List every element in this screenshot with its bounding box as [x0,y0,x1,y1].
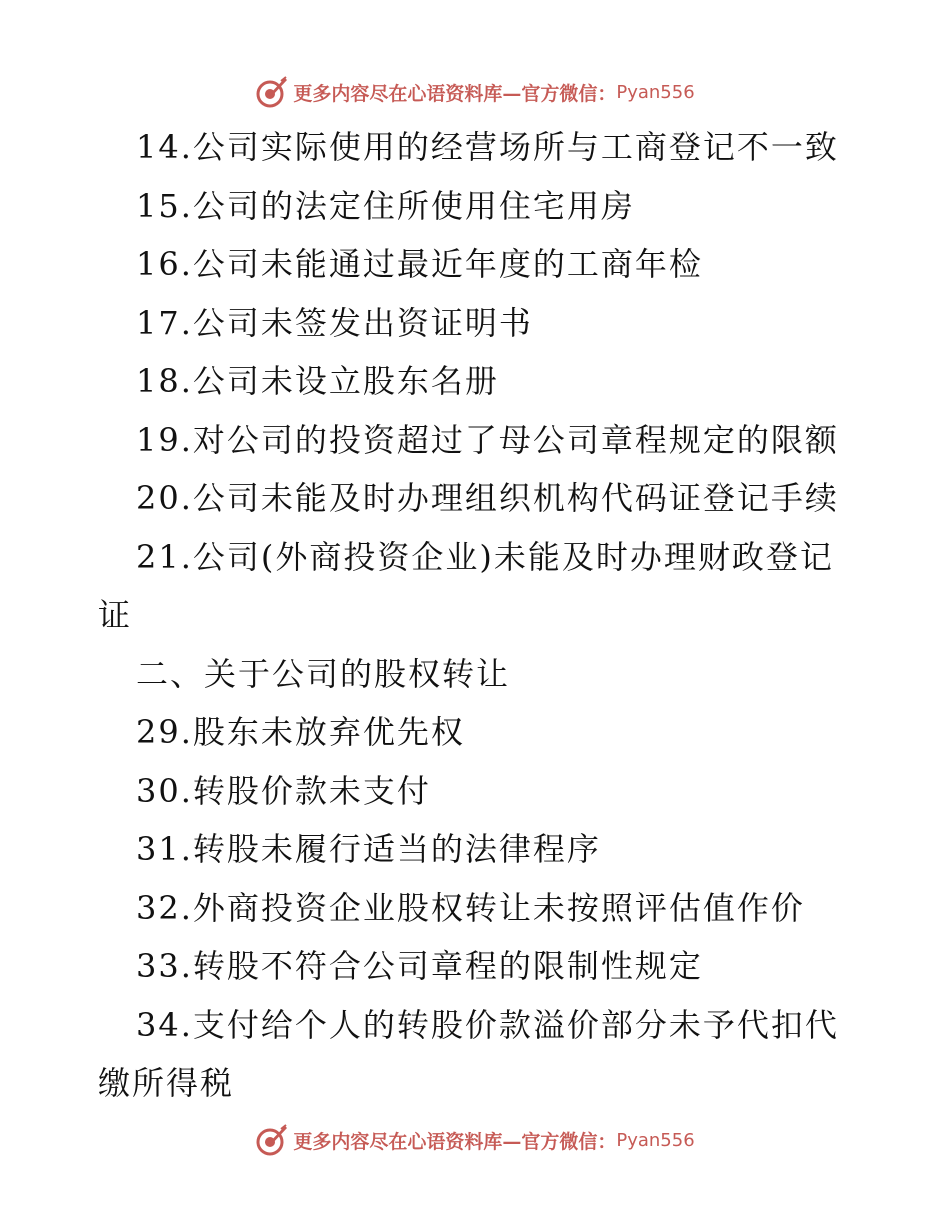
list-item: 19.对公司的投资超过了母公司章程规定的限额 [136,420,839,459]
watermark-contact: Pyan556 [616,1129,695,1151]
list-item: 31.转股未履行适当的法律程序 [136,830,601,868]
list-item: 21.公司(外商投资企业)未能及时办理财政登记 [136,537,834,576]
watermark-contact: Pyan556 [616,81,695,103]
document-body [98,118,840,1113]
list-item-continuation: 证 [98,596,133,634]
list-item: 17.公司未签发出资证明书 [136,303,533,342]
footer-watermark [0,1120,950,1160]
quill-logo-icon [255,75,289,109]
list-item: 18.公司未设立股东名册 [136,362,499,400]
header-watermark [0,72,950,112]
list-item: 29.股东未放弃优先权 [136,713,465,751]
watermark-text: 更多内容尽在心语资料库—官方微信： [293,82,617,105]
section-heading: 二、关于公司的股权转让 [136,654,511,693]
quill-logo-icon [255,1123,289,1157]
list-item: 34.支付给个人的转股价款溢价部分未予代扣代 [136,1005,839,1044]
list-item: 33.转股不符合公司章程的限制性规定 [136,947,703,985]
list-item-continuation: 缴所得税 [98,1064,235,1102]
list-item: 14.公司实际使用的经营场所与工商登记不一致 [136,128,839,166]
list-item: 32.外商投资企业股权转让未按照评估值作价 [136,888,805,927]
list-item: 30.转股价款未支付 [136,771,431,810]
list-item: 20.公司未能及时办理组织机构代码证登记手续 [136,479,839,517]
list-item: 15.公司的法定住所使用住宅用房 [136,186,635,225]
list-item: 16.公司未能通过最近年度的工商年检 [136,245,703,283]
watermark-text: 更多内容尽在心语资料库—官方微信： [293,1130,617,1153]
